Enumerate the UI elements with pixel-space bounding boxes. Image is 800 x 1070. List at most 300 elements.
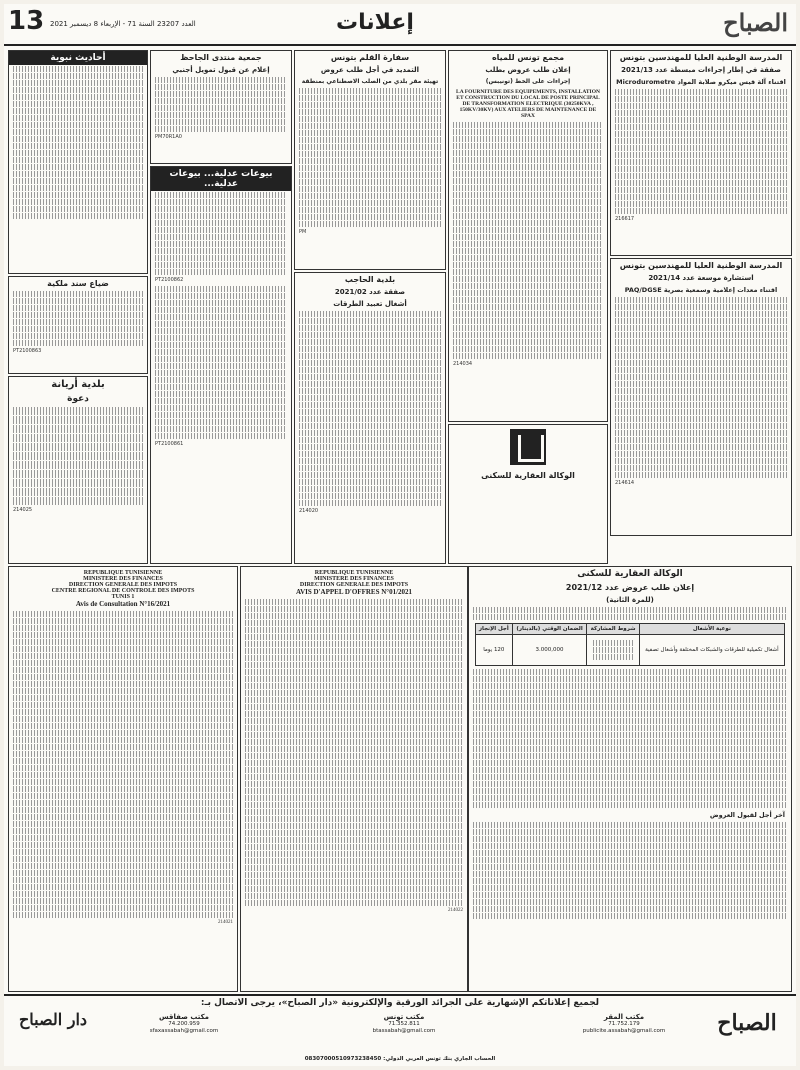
text-block [453, 227, 603, 233]
agency-subtitle: إعلان طلب عروض عدد 2021/12 [565, 583, 695, 592]
text-block [299, 332, 441, 338]
notice-title: جمعية منتدى الجاحظ [180, 53, 262, 62]
text-block [453, 192, 603, 198]
fr-header-3: DIRECTION GENERALE DES IMPOTS [299, 582, 409, 588]
text-block [299, 116, 441, 122]
notice-title: بلدية الحاجب [344, 275, 396, 284]
text-block [299, 409, 441, 415]
footer-left-logo: دار الصباح [18, 1010, 88, 1029]
text-block [453, 283, 603, 289]
text-block [155, 384, 287, 390]
text-block [615, 458, 787, 464]
text-block [473, 690, 787, 696]
agency-subtitle-2: (للمرة الثانية) [606, 596, 654, 604]
table-cell: 3.000,000 [512, 635, 587, 666]
text-block [13, 407, 143, 415]
text-block [245, 676, 463, 682]
text-block [13, 800, 233, 806]
text-block [615, 332, 787, 338]
office-email: sfaxassabah@gmail.com [149, 1028, 219, 1034]
text-block [155, 426, 287, 432]
text-block [299, 95, 441, 101]
text-block [155, 307, 287, 313]
text-block [13, 611, 233, 617]
text-block [245, 788, 463, 794]
hadith-section [8, 50, 148, 274]
text-block [299, 200, 441, 206]
text-block [615, 173, 787, 179]
text-block [615, 472, 787, 478]
fr-header-4: CENTRE REGIONAL DE CONTROLE DES IMPOTS [51, 588, 195, 594]
text-block [13, 695, 233, 701]
text-block [13, 73, 143, 79]
text-block [453, 248, 603, 254]
text-block [13, 821, 233, 827]
hadith-band: أحاديث نبوية [9, 51, 147, 65]
text-block [245, 662, 463, 668]
text-block [473, 829, 787, 835]
text-block [245, 823, 463, 829]
text-block [615, 360, 787, 366]
text-block [13, 470, 143, 478]
page-header [4, 4, 796, 46]
text-block [299, 207, 441, 213]
text-block [13, 333, 143, 339]
text-block [453, 178, 603, 184]
notice-subtitle-2: اقتناء آلة قيس ميكرو صلابة المواد Microdurometre [616, 78, 786, 86]
text-block [473, 892, 787, 898]
text-block [453, 339, 603, 345]
text-block [473, 725, 787, 731]
text-block [13, 849, 233, 855]
text-block [13, 702, 233, 708]
text-block [299, 130, 441, 136]
text-block [615, 89, 787, 95]
text-block [615, 96, 787, 102]
text-block [13, 793, 233, 799]
table-cell: 120 يوما [476, 635, 513, 666]
text-block [155, 370, 287, 376]
text-block [453, 297, 603, 303]
page-footer [4, 994, 796, 1068]
text-block [453, 143, 603, 149]
text-block [473, 781, 787, 787]
text-block [155, 398, 287, 404]
text-block [245, 599, 463, 605]
text-block [299, 193, 441, 199]
text-block [615, 437, 787, 443]
text-block [473, 864, 787, 870]
text-block [299, 346, 441, 352]
text-block [155, 314, 287, 320]
notice-hajeb-municipality [294, 272, 446, 564]
text-block [245, 753, 463, 759]
text-block [299, 465, 441, 471]
text-block [13, 425, 143, 433]
text-block [245, 830, 463, 836]
text-block [615, 152, 787, 158]
office-name: مكتب صفاقس [158, 1013, 210, 1021]
text-block [473, 718, 787, 724]
fr-header-2: MINISTERE DES FINANCES [314, 576, 394, 582]
text-block [473, 906, 787, 912]
text-block [615, 311, 787, 317]
text-block [453, 269, 603, 275]
text-block [473, 683, 787, 689]
text-block [13, 912, 233, 918]
text-block [13, 488, 143, 496]
text-block [299, 158, 441, 164]
text-block [245, 795, 463, 801]
judicial-sales [150, 166, 292, 564]
notice-jahedh-association [150, 50, 292, 164]
judicial-sales-band: بيوعات عدلية... بيوعات عدلية... [151, 167, 291, 191]
text-block [155, 77, 287, 83]
text-block [155, 112, 287, 118]
office-name: مكتب المقر [603, 1013, 645, 1021]
text-block [473, 607, 787, 613]
text-block [245, 886, 463, 892]
text-block [13, 786, 233, 792]
notice-subtitle: استشارة موسعة عدد 2021/14 [648, 274, 754, 282]
text-block [13, 94, 143, 100]
agency-logo-icon [510, 429, 546, 465]
text-block [13, 80, 143, 86]
text-block [473, 788, 787, 794]
text-block [473, 704, 787, 710]
ref-number: 214614 [615, 480, 635, 486]
text-block [299, 186, 441, 192]
text-block [453, 157, 603, 163]
text-block [615, 304, 787, 310]
text-block [13, 479, 143, 487]
text-block [155, 220, 287, 226]
notice-subtitle-2: اقتناء معدات إعلامية وسمعية بصرية PAQ/DGSE [624, 286, 778, 294]
text-block [13, 305, 143, 311]
text-block [13, 660, 233, 666]
text-block [245, 746, 463, 752]
text-block [13, 136, 143, 142]
agency-title: الوكالة العقارية للسكنى [577, 569, 683, 579]
text-block [299, 472, 441, 478]
text-block [245, 781, 463, 787]
text-block [13, 891, 233, 897]
text-block [245, 718, 463, 724]
text-block [155, 335, 287, 341]
text-block [615, 451, 787, 457]
table-row [476, 635, 785, 666]
text-block [13, 108, 143, 114]
text-block [473, 753, 787, 759]
text-block [13, 870, 233, 876]
ref-number: PT2100861 [155, 440, 184, 447]
text-block [155, 405, 287, 411]
text-block [473, 871, 787, 877]
table-cell: أشغال تكميلية للطرقات والشبكات المختلفة وأشغال تصفية [639, 635, 784, 666]
text-block [155, 356, 287, 362]
footer-logo: الصباح [717, 1010, 777, 1036]
text-block [13, 101, 143, 107]
text-block [13, 758, 233, 764]
text-block [13, 164, 143, 170]
office-sfax [114, 1014, 254, 1035]
text-block [299, 165, 441, 171]
text-block [453, 346, 603, 352]
agency-logo-name: الوكالة العقارية للسكنى [481, 471, 575, 480]
text-block [299, 318, 441, 324]
tender-table [475, 623, 785, 666]
text-block [245, 634, 463, 640]
text-block [453, 304, 603, 310]
text-block [453, 122, 603, 128]
text-block [615, 353, 787, 359]
text-block [13, 877, 233, 883]
text-block [615, 325, 787, 331]
text-block [299, 416, 441, 422]
text-block [13, 835, 233, 841]
text-block [245, 669, 463, 675]
text-block [299, 458, 441, 464]
text-block [473, 760, 787, 766]
text-block [13, 192, 143, 198]
text-block [13, 143, 143, 149]
text-block [13, 884, 233, 890]
text-block [615, 444, 787, 450]
text-block [245, 648, 463, 654]
text-block [453, 325, 603, 331]
text-block [453, 136, 603, 142]
text-block [453, 171, 603, 177]
text-block [453, 220, 603, 226]
office-tunis [334, 1014, 474, 1035]
text-block [473, 822, 787, 828]
tender-table-wrap [469, 621, 791, 668]
text-block [13, 744, 233, 750]
text-block [13, 751, 233, 757]
text-block [13, 807, 233, 813]
text-block [13, 646, 233, 652]
table-header-cell: نوعية الأشغال [639, 624, 784, 635]
agency-logo-block [448, 424, 608, 564]
text-block [245, 655, 463, 661]
notice-title: المدرسة الوطنية العليا للمهندسين بتونس [619, 261, 783, 270]
text-block [299, 388, 441, 394]
deadline-label: آخر أجل لقبول العروض [709, 811, 785, 819]
text-block [473, 878, 787, 884]
text-block [453, 276, 603, 282]
text-block [155, 328, 287, 334]
office-name: مكتب تونس [383, 1013, 425, 1021]
text-block [473, 885, 787, 891]
ref-number: 214020 [299, 508, 319, 514]
text-block [13, 730, 233, 736]
text-block [299, 311, 441, 317]
french-title: LA FOURNITURE DES EQUIPEMENTS, INSTALLATION ET CONSTRUCTION DU LOCAL DE POSTE PRINCIPAL DE TRANSFORMATION ELECTRIQUE (30250KVA , 150KV/30KV) AUX ATELIERS DE MAINTENANCE DE SPAX [456, 89, 600, 119]
text-block [299, 437, 441, 443]
text-block [13, 779, 233, 785]
office-email: publicite.assabah@gmail.com [582, 1028, 666, 1034]
text-block [245, 893, 463, 899]
text-block [615, 416, 787, 422]
text-block [453, 199, 603, 205]
text-block [245, 627, 463, 633]
text-block [615, 367, 787, 373]
text-block [13, 723, 233, 729]
text-block [245, 879, 463, 885]
text-block [245, 774, 463, 780]
notice-subtitle: صفقة عدد 2021/02 [334, 288, 406, 296]
text-block [13, 291, 143, 297]
text-block [245, 704, 463, 710]
text-block [299, 353, 441, 359]
fr-header-2: MINISTERE DES FINANCES [83, 576, 163, 582]
text-block [13, 213, 143, 219]
notice-title: المدرسة الوطنية العليا للمهندسين بتونس [619, 53, 783, 62]
text-block [155, 255, 287, 261]
text-block [615, 201, 787, 207]
notice-subtitle-2: أشغال تعبيد الطرقات [333, 300, 407, 308]
text-block [615, 117, 787, 123]
text-block [245, 767, 463, 773]
text-block [155, 234, 287, 240]
text-block [453, 234, 603, 240]
notice-engineering-school-1 [610, 50, 792, 256]
text-block [615, 131, 787, 137]
text-block [615, 465, 787, 471]
text-block [299, 423, 441, 429]
text-block [615, 166, 787, 172]
table-header-cell: الضمان الوقتي (بالدينار) [512, 624, 587, 635]
text-block [615, 194, 787, 200]
text-block [155, 227, 287, 233]
text-block [473, 774, 787, 780]
text-block [13, 150, 143, 156]
text-block [245, 606, 463, 612]
text-block [13, 688, 233, 694]
office-phone: 71.752.179 [608, 1021, 640, 1027]
text-block [299, 381, 441, 387]
text-block [245, 683, 463, 689]
text-block [13, 312, 143, 318]
text-block [13, 667, 233, 673]
ref-number: 214025 [13, 507, 33, 513]
text-block [473, 899, 787, 905]
text-block [13, 443, 143, 451]
text-block [245, 711, 463, 717]
text-block [299, 500, 441, 506]
notice-subtitle-2: إجراءات على الخط (تونيبس) [485, 78, 571, 85]
text-block [593, 647, 632, 653]
text-block [453, 241, 603, 247]
section-title: إعلانات [336, 10, 414, 35]
footer-banner: لجميع إعلاناتكم الإشهارية على الجرائد الورقية والإلكترونية «دار الصباح»، يرجى الاتصال بـ: [200, 998, 600, 1008]
text-block [473, 697, 787, 703]
text-block [13, 681, 233, 687]
text-block [453, 332, 603, 338]
text-block [615, 388, 787, 394]
text-block [615, 180, 787, 186]
text-block [13, 842, 233, 848]
text-block [473, 711, 787, 717]
text-block [473, 913, 787, 919]
notice-subtitle: دعوة [67, 394, 89, 404]
text-block [299, 479, 441, 485]
text-block [615, 297, 787, 303]
text-block [155, 269, 287, 275]
notice-title: ضياع سند ملكية [47, 279, 109, 288]
text-block [13, 625, 233, 631]
text-block [615, 187, 787, 193]
text-block [453, 353, 603, 359]
text-block [155, 342, 287, 348]
text-block [299, 486, 441, 492]
text-block [245, 851, 463, 857]
text-block [473, 614, 787, 620]
text-block [615, 339, 787, 345]
text-block [13, 653, 233, 659]
text-block [245, 837, 463, 843]
notice-subtitle: إعلان طلب عروض بطلب [485, 66, 571, 74]
text-block [13, 452, 143, 460]
text-block [299, 137, 441, 143]
text-block [13, 129, 143, 135]
text-block [13, 709, 233, 715]
text-block [155, 433, 287, 439]
french-notice-appel-offres [240, 566, 468, 992]
text-block [155, 293, 287, 299]
text-block [13, 814, 233, 820]
text-block [299, 430, 441, 436]
lost-deed-notice [8, 276, 148, 374]
text-block [13, 206, 143, 212]
text-block [13, 340, 143, 346]
notice-subtitle-2: تهيئة مقر بلدي من الصلب الاصطناعي بمنطقة [301, 78, 439, 85]
notice-title: سفارة القلم بتونس [330, 53, 410, 62]
notice-subtitle: إعلام عن قبول تمويل أجنبي [172, 66, 270, 74]
ref-number: PT2100863 [13, 348, 42, 354]
text-block [615, 138, 787, 144]
text-block [13, 66, 143, 72]
text-block [615, 430, 787, 436]
text-block [453, 290, 603, 296]
text-block [245, 739, 463, 745]
ref-number: 216617 [615, 216, 635, 222]
agency-tender-notice [468, 566, 792, 992]
text-block [155, 126, 287, 132]
text-block [245, 900, 463, 906]
text-block [13, 185, 143, 191]
text-block [453, 213, 603, 219]
text-block [13, 171, 143, 177]
text-block [473, 850, 787, 856]
text-block [13, 298, 143, 304]
text-block [615, 346, 787, 352]
text-block [245, 732, 463, 738]
text-block [299, 214, 441, 220]
notice-embassy [294, 50, 446, 270]
text-block [13, 618, 233, 624]
text-block [13, 765, 233, 771]
text-block [299, 109, 441, 115]
text-block [155, 419, 287, 425]
text-block [13, 639, 233, 645]
text-block [245, 816, 463, 822]
ariana-municipality-notice [8, 376, 148, 564]
text-block [155, 363, 287, 369]
text-block [473, 767, 787, 773]
text-block [245, 809, 463, 815]
text-block [473, 836, 787, 842]
